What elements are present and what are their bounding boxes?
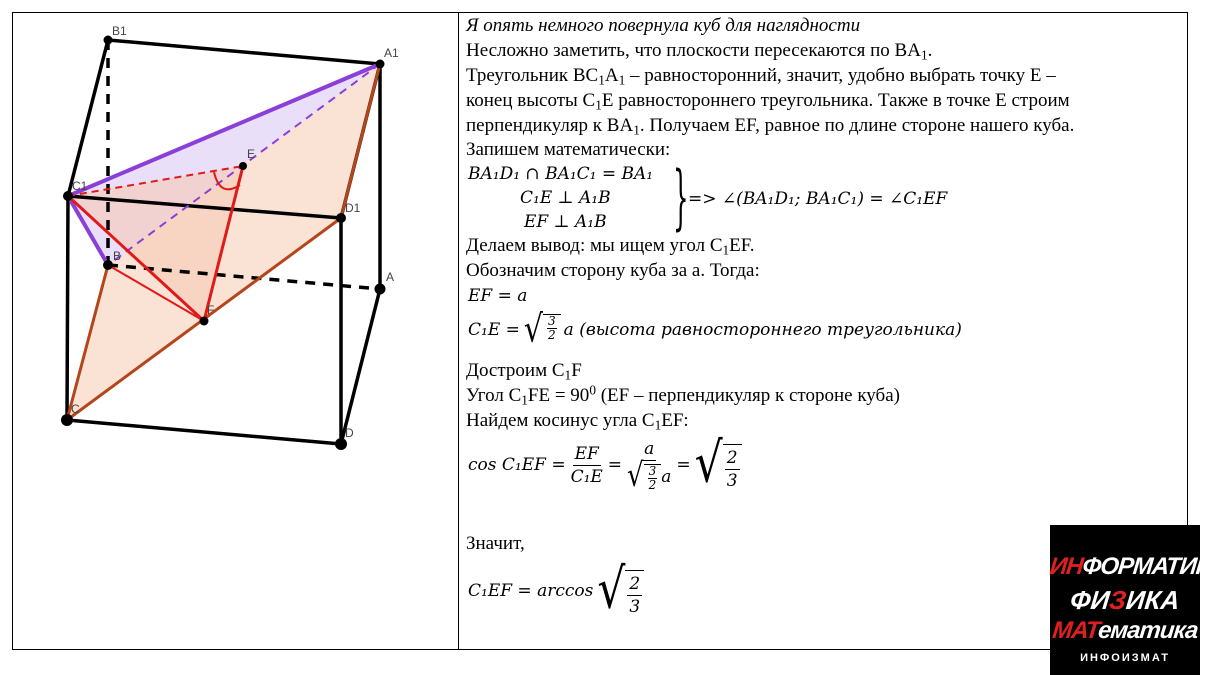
equation-cos: cos C₁EF = $\frac{EF}{\text{C₁E}}$ = a √ $\frac{3}{2}$ a = √ $\frac{2}{3}$ [468, 438, 742, 492]
label-c1: C1 [72, 179, 88, 193]
logo-line-2: ФИЗИКА [1068, 585, 1182, 615]
text-line-6: Запишем математически: [466, 139, 671, 160]
system-line-1: BA₁D₁ ∩ BA₁C₁ = BA₁ [468, 164, 654, 184]
system-result: => ∠(BA₁D₁; BA₁C₁) = ∠C₁EF [688, 189, 948, 209]
equation-ef: EF = a [468, 286, 528, 306]
system-brace: } [673, 156, 689, 238]
system-line-3: EF ⊥ A₁B [524, 212, 607, 232]
text-line-4: конец высоты $C_1E$ равностороннего треугольника. Также в точке E строим [466, 90, 1070, 113]
text-line-9: Достроим $C_1F$ [466, 360, 582, 383]
edge-c-d [67, 420, 341, 444]
cube-diagram [13, 13, 457, 649]
sqrt-2-3-final: √ $\frac{2}{3}$ [597, 564, 644, 618]
equation-final: C₁EF = arccos √ $\frac{2}{3}$ [468, 564, 644, 618]
label-d: D [345, 426, 354, 440]
sqrt-3-2: √ $\frac{3}{2}$ [524, 310, 561, 350]
label-e: E [247, 147, 256, 161]
edge-c1-c [67, 196, 68, 420]
label-b: B [113, 249, 122, 263]
text-line-3: Треугольник $BC_1A_1$ – равносторонний, значит, удобно выбрать точку E – [466, 65, 1056, 88]
point-e [239, 162, 247, 170]
sqrt-2-3: √ $\frac{2}{3}$ [695, 438, 742, 492]
infizmat-logo [1048, 525, 1227, 675]
label-b1: B1 [112, 24, 127, 38]
logo-line-1: ИНФОРМАТИКА [1048, 553, 1227, 580]
column-divider [458, 12, 459, 650]
equation-c1e: C₁E = √ $\frac{3}{2}$ a (высота равностороннего треугольника) [468, 307, 962, 352]
point-a1 [376, 60, 385, 69]
label-a: A [386, 270, 395, 284]
text-line-10: Угол $C_1FE = 90^0$ (EF – перпендикуляр к стороне куба) [466, 382, 900, 408]
text-line-2: Несложно заметить, что плоскости пересекаются по $BA_1$. [466, 40, 933, 63]
edge-a-d [341, 289, 380, 444]
label-c: C [71, 402, 80, 416]
fraction-ef-c1e: $\frac{EF}{\text{C₁E}}$ [570, 443, 603, 487]
text-line-11: Найдем косинус угла $C_1EF$: [466, 410, 689, 433]
label-a1: A1 [384, 46, 399, 60]
edge-b1-c1 [68, 40, 108, 196]
point-a [375, 284, 386, 295]
text-line-12: Значит, [466, 533, 525, 554]
intro-line: Я опять немного повернула куб для наглядности [466, 15, 861, 36]
logo-line-3: МАТематика [1051, 617, 1199, 644]
logo-line-4: ИНФОИЗМАТ [1080, 652, 1170, 664]
point-b [103, 260, 113, 270]
edge-b1-a1 [108, 40, 380, 64]
fraction-a-over: a √ $\frac{3}{2}$ a [627, 439, 672, 495]
label-d1: D1 [345, 201, 361, 215]
text-line-8: Обозначим сторону куба за а. Тогда: [466, 260, 760, 281]
text-line-5: перпендикуляр к $BA_1$. Получаем EF, равное по длине стороне нашего куба. [466, 115, 1075, 138]
text-line-7: Делаем вывод: мы ищем угол $C_1EF$. [466, 235, 755, 258]
point-f [200, 317, 209, 326]
system-line-2: C₁E ⊥ A₁B [520, 188, 611, 208]
label-f: F [207, 303, 215, 317]
